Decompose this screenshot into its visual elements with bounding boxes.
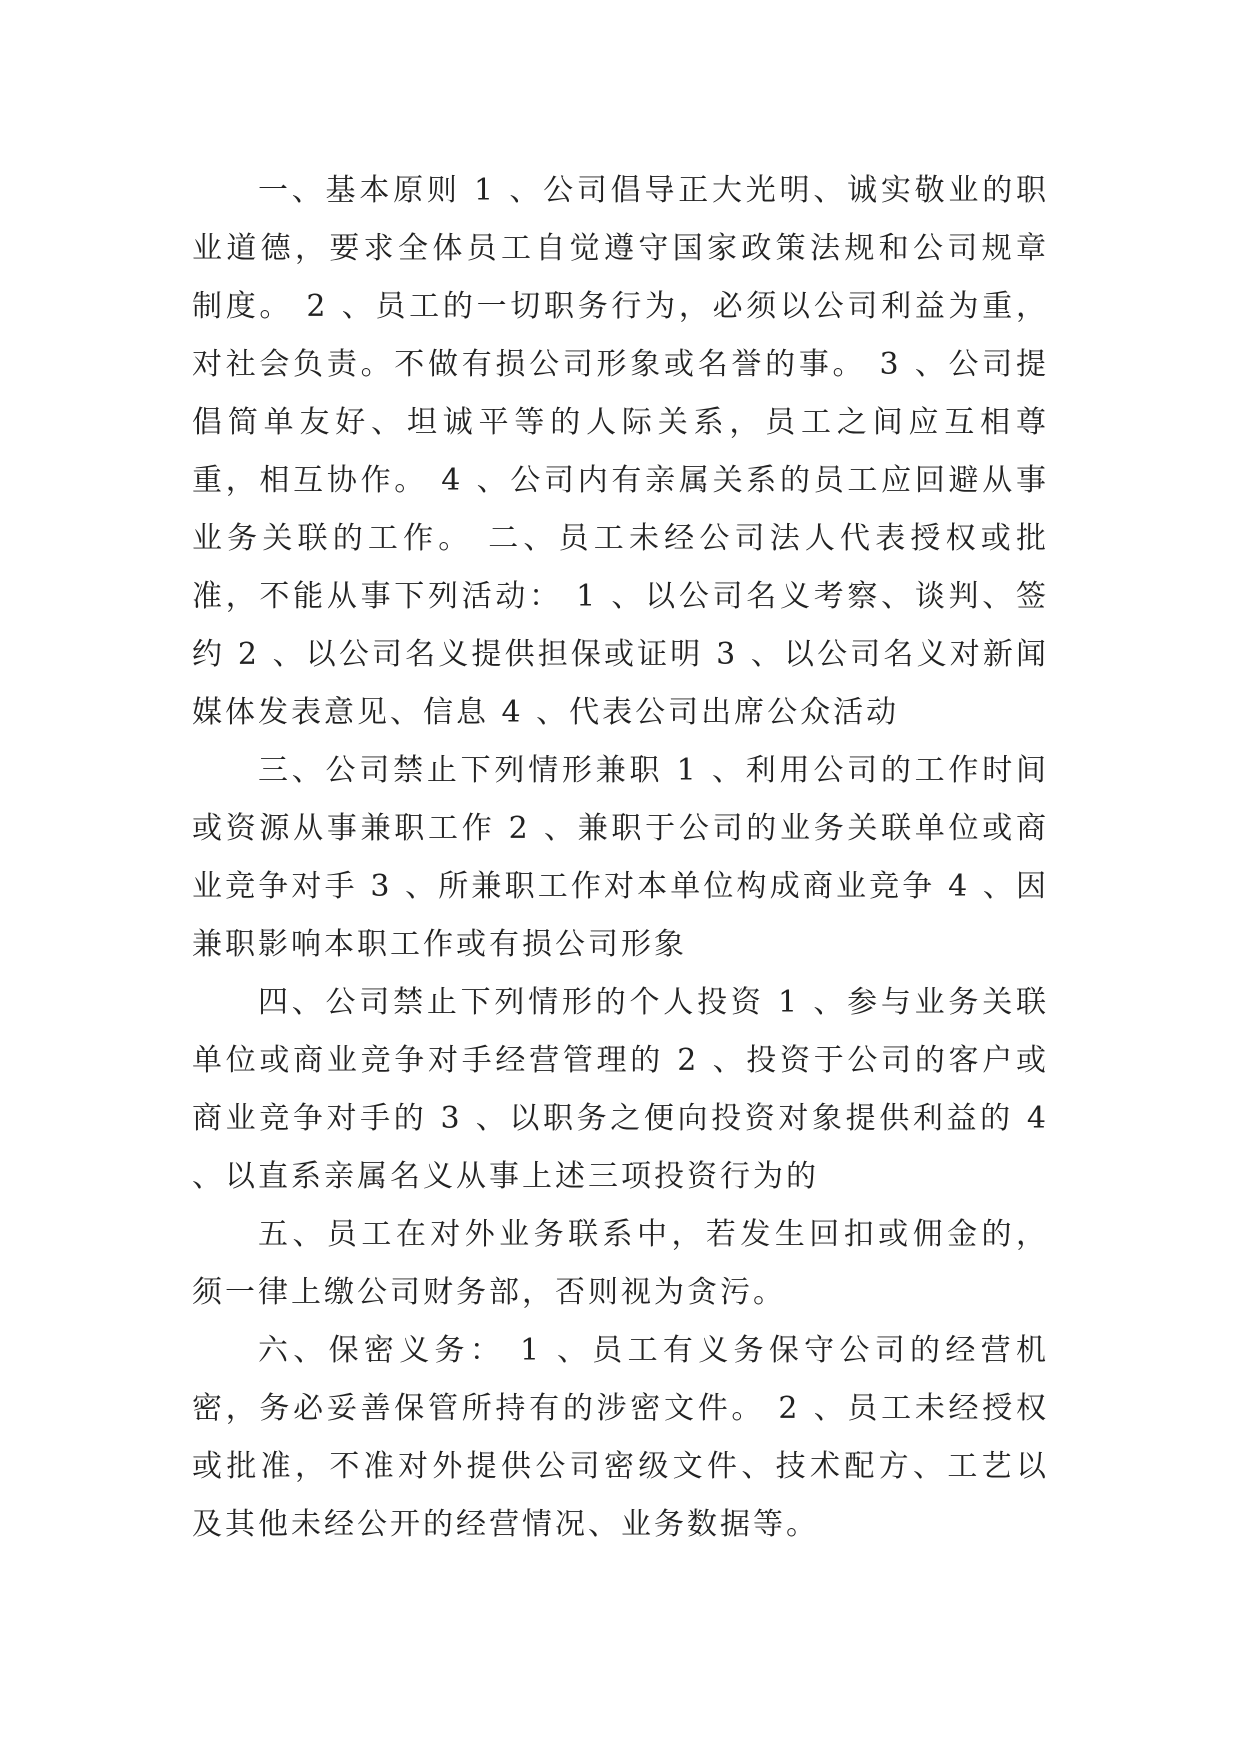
paragraph-confidentiality: 六、保密义务： 1 、员工有义务保守公司的经营机密，务必妥善保管所持有的涉密文件。 2 、员工未经授权或批准，不准对外提供公司密级文件、技术配方、工艺以及其他未经公开的经营情况、业务数据等。 (192, 1333, 1049, 1542)
paragraph-kickback-rule: 五、员工在对外业务联系中，若发生回扣或佣金的，须一律上缴公司财务部，否则视为贪污。 (192, 1217, 1049, 1310)
paragraph-investment-prohibition: 四、公司禁止下列情形的个人投资 1 、参与业务关联单位或商业竞争对手经营管理的 2 、投资于公司的客户或商业竞争对手的 3 、以职务之便向投资对象提供利益的 4 、以直系亲属名义从事上述三项投资行为的 (192, 985, 1049, 1194)
document-body (192, 162, 1049, 1554)
paragraph-part-time-prohibition: 三、公司禁止下列情形兼职 1 、利用公司的工作时间或资源从事兼职工作 2 、兼职于公司的业务关联单位或商业竞争对手 3 、所兼职工作对本单位构成商业竞争 4 、因兼职影响本职工作或有损公司形象 (192, 753, 1049, 962)
paragraph-basic-principles: 一、基本原则 1 、公司倡导正大光明、诚实敬业的职业道德，要求全体员工自觉遵守国家政策法规和公司规章制度。 2 、员工的一切职务行为，必须以公司利益为重，对社会负责。不做有损公司形象或名誉的事。 3 、公司提倡简单友好、坦诚平等的人际关系，员工之间应互相尊重，相互协作。 4 、公司内有亲属关系的员工应回避从事业务关联的工作。 二、员工未经公司法人代表授权或批准，不能从事下列活动： 1 、以公司名义考察、谈判、签约 2 、以公司名义提供担保或证明 3 、以公司名义对新闻媒体发表意见、信息 4 、代表公司出席公众活动 (192, 173, 1049, 730)
